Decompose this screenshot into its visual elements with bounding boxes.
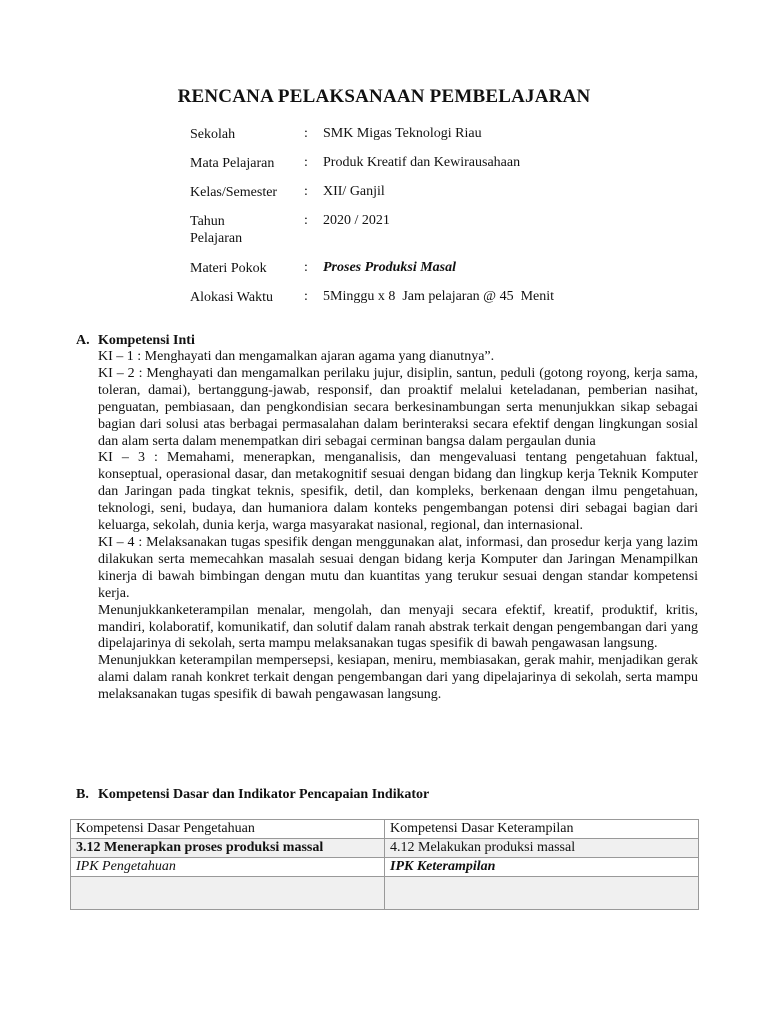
table-row-empty (71, 877, 699, 910)
identity-colon: : (304, 260, 308, 275)
kompetensi-dasar-table (70, 819, 699, 910)
identity-colon: : (304, 213, 308, 228)
section-title: Kompetensi Inti (98, 333, 195, 348)
empty-cell (71, 877, 385, 910)
identity-label: Materi Pokok (190, 261, 267, 276)
table-header-cell: Kompetensi Dasar Keterampilan (385, 820, 699, 839)
identity-label: Mata Pelajaran (190, 156, 275, 171)
identity-label: Tahun Pelajaran (190, 214, 243, 246)
section-b-heading (76, 787, 429, 803)
ki-paragraph: KI – 1 : Menghayati dan mengamalkan ajaran agama yang dianutnya”. (98, 349, 495, 364)
identity-value: 2020 / 2021 (323, 213, 390, 228)
identity-value: Produk Kreatif dan Kewirausahaan (323, 155, 521, 170)
document-title: RENCANA PELAKSANAAN PEMBELAJARAN (177, 86, 591, 107)
identity-label: Sekolah (190, 127, 236, 142)
identity-label: Alokasi Waktu (190, 290, 273, 305)
section-letter: B. (76, 787, 89, 802)
table-header-row (71, 820, 699, 839)
identity-colon: : (304, 289, 308, 304)
identity-value: Proses Produksi Masal (323, 260, 457, 275)
identity-value: XII/ Ganjil (323, 184, 385, 199)
section-title: Kompetensi Dasar dan Indikator Pencapaian Indikator (98, 787, 430, 802)
identity-colon: : (304, 184, 308, 199)
table-row-kd (71, 839, 699, 858)
section-letter: A. (76, 333, 90, 348)
identity-value: SMK Migas Teknologi Riau (323, 126, 482, 141)
empty-cell (385, 877, 699, 910)
ipk-pengetahuan-cell: IPK Pengetahuan (71, 858, 385, 877)
section-a-heading (76, 333, 195, 349)
ipk-keterampilan-cell: IPK Keterampilan (385, 858, 699, 877)
ki-paragraph: KI – 4 : Melaksanakan tugas spesifik dengan menggunakan alat, informasi, dan prosedur kerja yang lazim dilakukan serta memecahkan masalah sesuai dengan bidang kerja Komputer dan Jaringan Menampilkan kinerja di bawah bimbingan dengan mutu dan kuantitas yang terukur sesuai dengan standar kompetensi kerja. (98, 534, 698, 601)
table-header-cell: Kompetensi Dasar Pengetahuan (71, 820, 385, 839)
ki-paragraph: Menunjukkan keterampilan mempersepsi, kesiapan, meniru, membiasakan, gerak mahir, menjadikan gerak alami dalam ranah konkret terkait dengan pengembangan dari yang dipelajarinya di sekolah, serta mampu melaksanakan tugas spesifik di bawah pengawasan langsung. (98, 653, 698, 703)
kd-pengetahuan-cell: 3.12 Menerapkan proses produksi massal (71, 839, 385, 858)
kd-keterampilan-cell: 4.12 Melakukan produksi massal (385, 839, 699, 858)
ki-paragraph: Menunjukkanketerampilan menalar, mengolah, dan menyaji secara efektif, kreatif, produktif, kritis, mandiri, kolaboratif, komunikatif, dan solutif dalam ranah abstrak terkait dengan pengembangan dari yang dipelajarinya di sekolah, serta mampu melaksanakan tugas spesifik di bawah pengawasan langsung. (98, 602, 698, 652)
identity-label: Kelas/Semester (190, 185, 278, 200)
kompetensi-inti-text (98, 349, 698, 704)
ki-paragraph: KI – 2 : Menghayati dan mengamalkan perilaku jujur, disiplin, santun, peduli (gotong royong, kerja sama, toleran, damai), bertanggung-jawab, responsif, dan proaktif melalui keteladanan, pemberian nasihat, penguatan, pembiasaan, dan pengkondisian secara berkesinambungan serta menunjukkan sikap sebagai bagian dari solusi atas berbagai permasalahan dalam berinteraksi secara efektif dengan lingkungan sosial dan alam serta dalam menempatkan diri sebagai cerminan bangsa dalam pergaulan dunia (98, 365, 698, 449)
identity-value: 5Minggu x 8 Jam pelajaran @ 45 Menit (323, 289, 555, 304)
identity-colon: : (304, 155, 308, 170)
ki-paragraph: KI – 3 : Memahami, menerapkan, menganalisis, dan mengevaluasi tentang pengetahuan faktual, konseptual, operasional dasar, dan metakognitif sesuai dengan bidang dan lingkup kerja Teknik Komputer dan Jaringan pada tingkat teknis, spesifik, detil, dan kompleks, berkenaan dengan ilmu pengetahuan, teknologi, seni, budaya, dan humaniora dalam konteks pengembangan potensi diri sebagai bagian dari keluarga, sekolah, dunia kerja, warga masyarakat nasional, regional, dan internasional. (98, 450, 698, 534)
identity-colon: : (304, 126, 308, 141)
table-row-ipk (71, 858, 699, 877)
